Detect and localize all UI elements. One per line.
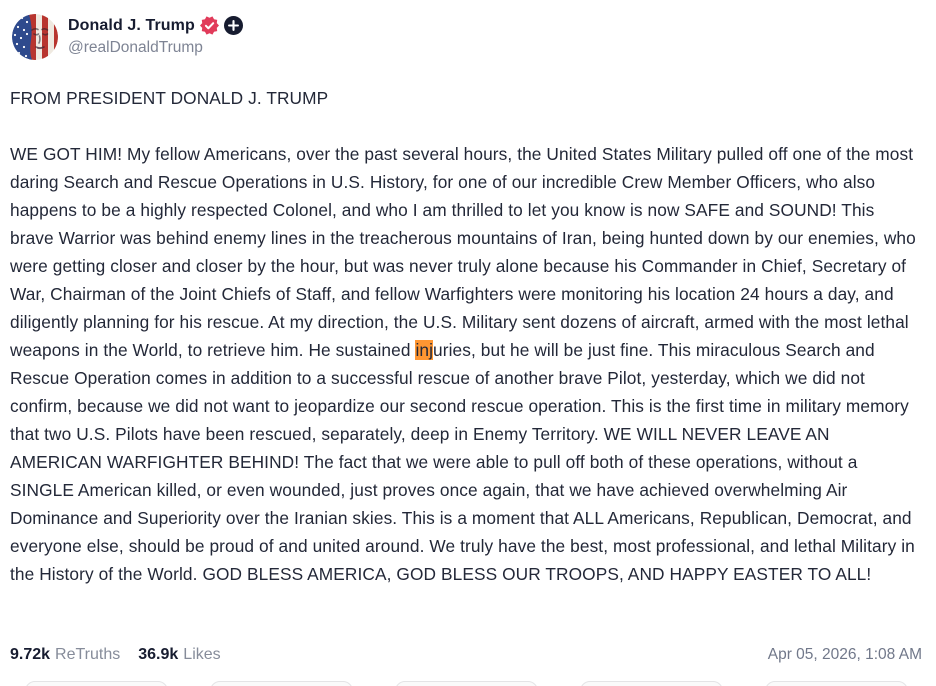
post-action-button-4[interactable] <box>580 681 723 686</box>
likes-label: Likes <box>183 646 221 663</box>
likes-stat[interactable] <box>138 646 220 664</box>
post-intro-line: FROM PRESIDENT DONALD J. TRUMP <box>10 88 329 108</box>
post-timestamp: Apr 05, 2026, 1:08 AM <box>767 646 922 663</box>
likes-count: 36.9k <box>138 646 179 663</box>
verified-badge-icon <box>200 16 219 35</box>
find-match-highlight: inj <box>415 340 434 360</box>
post-text-before: WE GOT HIM! My fellow Americans, over the past several hours, the United States Military pulled off one of the most daring Search and Rescue Operations in U.S. History, for one of our incredible Crew Member Officers, who also happens to be a highly respected Colonel, and who I am thrilled to let you know is now SAFE and SOUND! This brave Warrior was behind enemy lines in the treacherous mountains of Iran, being hunted down by our enemies, who were getting closer and closer by the hour, but was never truly alone because his Commander in Chief, Secretary of War, Chairman of the Joint Chiefs of Staff, and fellow Warfighters were monitoring his location 24 hours a day, and diligently planning for his rescue. At my direction, the U.S. Military sent dozens of aircraft, armed with the most lethal weapons in the World, to retrieve him. He sustained <box>10 144 921 360</box>
display-name[interactable]: Donald J. Trump <box>68 16 195 34</box>
post-body <box>0 84 936 588</box>
retruths-count: 9.72k <box>10 646 51 663</box>
trump-flag-face-avatar-icon <box>12 14 58 60</box>
stats-left <box>10 646 221 664</box>
header-meta <box>68 14 243 57</box>
plus-badge-icon <box>224 16 243 35</box>
post-action-button-2[interactable] <box>210 681 353 686</box>
avatar[interactable] <box>12 14 58 60</box>
retruths-stat[interactable] <box>10 646 120 664</box>
post-action-button-3[interactable] <box>395 681 538 686</box>
post-action-button-5[interactable] <box>765 681 908 686</box>
post-text <box>10 140 920 588</box>
post-action-button-1[interactable] <box>25 681 168 686</box>
retruths-label: ReTruths <box>55 646 121 663</box>
post-stats-row <box>0 646 936 664</box>
name-row <box>68 16 243 35</box>
user-handle[interactable]: @realDonaldTrump <box>68 39 203 56</box>
post-action-bar <box>0 681 936 686</box>
post-text-after: uries, but he will be just fine. This miraculous Search and Rescue Operation comes in addition to a successful rescue of another brave Pilot, yesterday, which we did not confirm, because we did not want to jeopardize our second rescue operation. This is the first time in military memory that two U.S. Pilots have been rescued, separately, deep in Enemy Territory. WE WILL NEVER LEAVE AN AMERICAN WARFIGHTER BEHIND! The fact that we were able to pull off both of these operations, without a SINGLE American killed, or even wounded, just proves once again, that we have achieved overwhelming Air Dominance and Superiority over the Iranian skies. This is a moment that ALL Americans, Republican, Democrat, and everyone else, should be proud of and united around. We truly have the best, most professional, and lethal Military in the History of the World. GOD BLESS AMERICA, GOD BLESS OUR TROOPS, AND HAPPY EASTER TO ALL! <box>10 340 920 584</box>
post-header <box>0 0 936 60</box>
